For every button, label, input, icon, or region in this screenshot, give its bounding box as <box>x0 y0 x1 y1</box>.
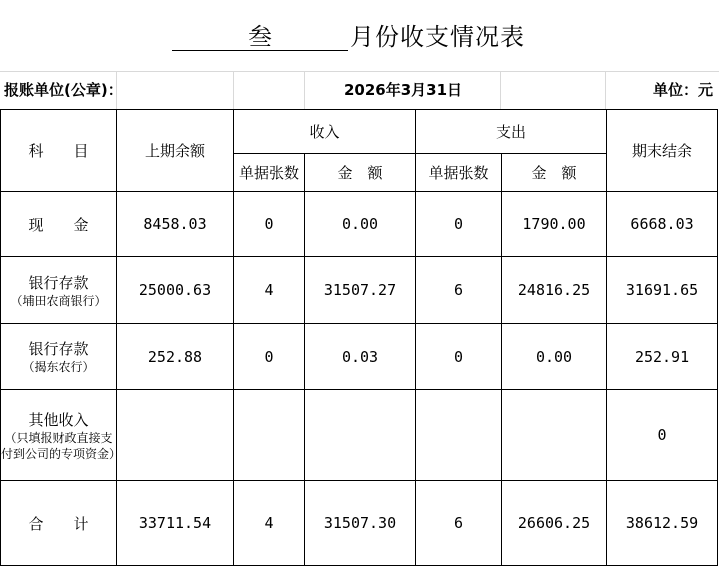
row-subject <box>1 192 117 257</box>
row-note: （埔田农商银行） <box>10 293 107 308</box>
reporting-unit-label: 报账单位(公章)： <box>4 81 123 99</box>
title-month: 叁 <box>172 25 348 51</box>
header-expense-amount: 金 额 <box>502 154 607 192</box>
table-row <box>1 257 718 324</box>
header-income-amount: 金 额 <box>305 154 416 192</box>
cell-expense-amount: 24816.25 <box>502 257 607 324</box>
cell-income-count: 4 <box>234 481 305 566</box>
cell-closing: 31691.65 <box>607 257 718 324</box>
header-subject: 科 目 <box>1 110 117 192</box>
cell-expense-amount: 26606.25 <box>502 481 607 566</box>
cell-closing: 252.91 <box>607 324 718 390</box>
table-row <box>1 192 718 257</box>
row-note: （揭东农行） <box>22 360 95 374</box>
cell-income-count <box>234 390 305 481</box>
header-income-count: 单据张数 <box>234 154 305 192</box>
row-note: （只填报财政直接支付到公司的专项资金） <box>1 430 122 461</box>
title-row <box>0 0 719 72</box>
table-row-total <box>1 481 718 566</box>
cell-closing: 38612.59 <box>607 481 718 566</box>
row-subject <box>1 257 117 324</box>
row-subject <box>1 324 117 390</box>
row-subject <box>1 481 117 566</box>
cell-expense-count: 6 <box>416 481 502 566</box>
cell-income-count: 4 <box>234 257 305 324</box>
cell-opening: 33711.54 <box>117 481 234 566</box>
table-row <box>1 324 718 390</box>
cell-expense-amount: 0.00 <box>502 324 607 390</box>
header-expense-count: 单据张数 <box>416 154 502 192</box>
header-closing-balance: 期末结余 <box>607 110 718 192</box>
cell-income-amount <box>305 390 416 481</box>
cell-expense-count: 0 <box>416 324 502 390</box>
row-name: 银行存款 <box>28 340 89 358</box>
report-date: 2026年3月31日 <box>343 81 463 99</box>
cell-income-count: 0 <box>234 192 305 257</box>
cell-closing: 0 <box>607 390 718 481</box>
row-name: 合 计 <box>28 514 89 533</box>
cell-income-amount: 0.00 <box>305 192 416 257</box>
cell-expense-count <box>416 390 502 481</box>
cell-income-amount: 0.03 <box>305 324 416 390</box>
cell-opening: 8458.03 <box>117 192 234 257</box>
cell-opening <box>117 390 234 481</box>
header-opening-balance: 上期余额 <box>117 110 234 192</box>
row-name: 其他收入 <box>28 410 89 429</box>
title-text: 月份收支情况表 <box>350 23 525 51</box>
report-table <box>0 109 718 566</box>
cell-closing: 6668.03 <box>607 192 718 257</box>
currency-unit: 单位：元 <box>652 81 713 99</box>
cell-income-count: 0 <box>234 324 305 390</box>
cell-opening: 252.88 <box>117 324 234 390</box>
row-subject <box>1 390 122 481</box>
cell-expense-count: 6 <box>416 257 502 324</box>
cell-expense-amount <box>502 390 607 481</box>
header-row <box>1 110 718 154</box>
cell-expense-count: 0 <box>416 192 502 257</box>
info-row <box>0 72 719 108</box>
table-row <box>1 390 718 481</box>
row-name: 现 金 <box>28 215 89 234</box>
header-income: 收入 <box>234 110 416 154</box>
cell-expense-amount: 1790.00 <box>502 192 607 257</box>
cell-opening: 25000.63 <box>117 257 234 324</box>
header-expense: 支出 <box>416 110 607 154</box>
row-name: 银行存款 <box>28 273 89 292</box>
cell-income-amount: 31507.27 <box>305 257 416 324</box>
cell-income-amount: 31507.30 <box>305 481 416 566</box>
